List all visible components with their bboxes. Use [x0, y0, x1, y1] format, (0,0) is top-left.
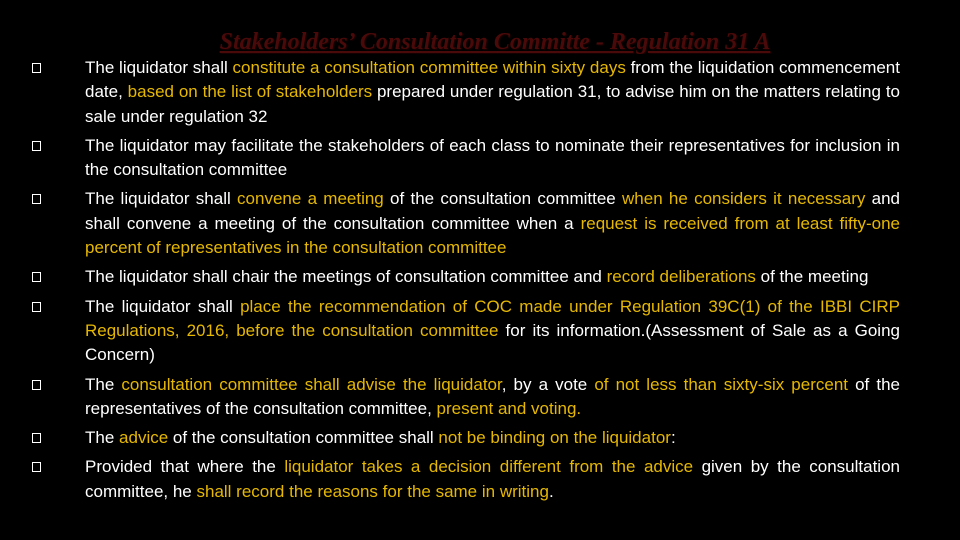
bullet-text: The consultation committee shall advise the liquidator, by a vote of not less than sixty-six percent of the representatives of the consultation committee, present and voting.: [85, 374, 900, 418]
bullet-item: [30, 295, 900, 368]
slide-title: Stakeholders’ Consultation Committe - Regulation 31 A: [219, 29, 771, 54]
bullet-box-icon: [32, 141, 41, 151]
bullet-item: [30, 134, 900, 183]
bullet-item: [30, 56, 900, 129]
bullet-item: [30, 455, 900, 504]
bullet-item: [30, 373, 900, 422]
bullet-text: The advice of the consultation committee shall not be binding on the liquidator:: [85, 428, 676, 448]
bullet-box-icon: [32, 272, 41, 282]
bullet-list: [30, 56, 900, 509]
bullet-item: [30, 265, 900, 289]
bullet-box-icon: [32, 462, 41, 472]
bullet-text: The liquidator may facilitate the stakeholders of each class to nominate their representatives for inclusion in the consultation committee: [85, 135, 900, 180]
bullet-text: The liquidator shall convene a meeting of the consultation committee when he considers it necessary and shall convene a meeting of the consultation committee when a request is received from at least fifty-one percent of representatives in the consultation committee: [85, 189, 901, 258]
bullet-item: [30, 426, 900, 450]
bullet-text: The liquidator shall constitute a consultation committee within sixty days from the liquidation commencement date, based on the list of stakeholders prepared under regulation 31, to advise him on the matters relating to sale under regulation 32: [85, 58, 900, 126]
bullet-item: [30, 187, 900, 260]
bullet-box-icon: [32, 63, 41, 73]
bullet-text: The liquidator shall chair the meetings of consultation committee and record deliberations of the meeting: [85, 267, 869, 287]
bullet-box-icon: [32, 380, 41, 390]
bullet-box-icon: [32, 433, 41, 443]
bullet-box-icon: [32, 302, 41, 312]
bullet-text: Provided that where the liquidator takes a decision different from the advice given by the consultation committee, he shall record the reasons for the same in writing.: [85, 457, 900, 501]
bullet-text: The liquidator shall place the recommendation of COC made under Regulation 39C(1) of the IBBI CIRP Regulations, 2016, before the consultation committee for its information.(Assessment of Sale as a Going Concern): [85, 296, 901, 365]
bullet-box-icon: [32, 194, 41, 204]
